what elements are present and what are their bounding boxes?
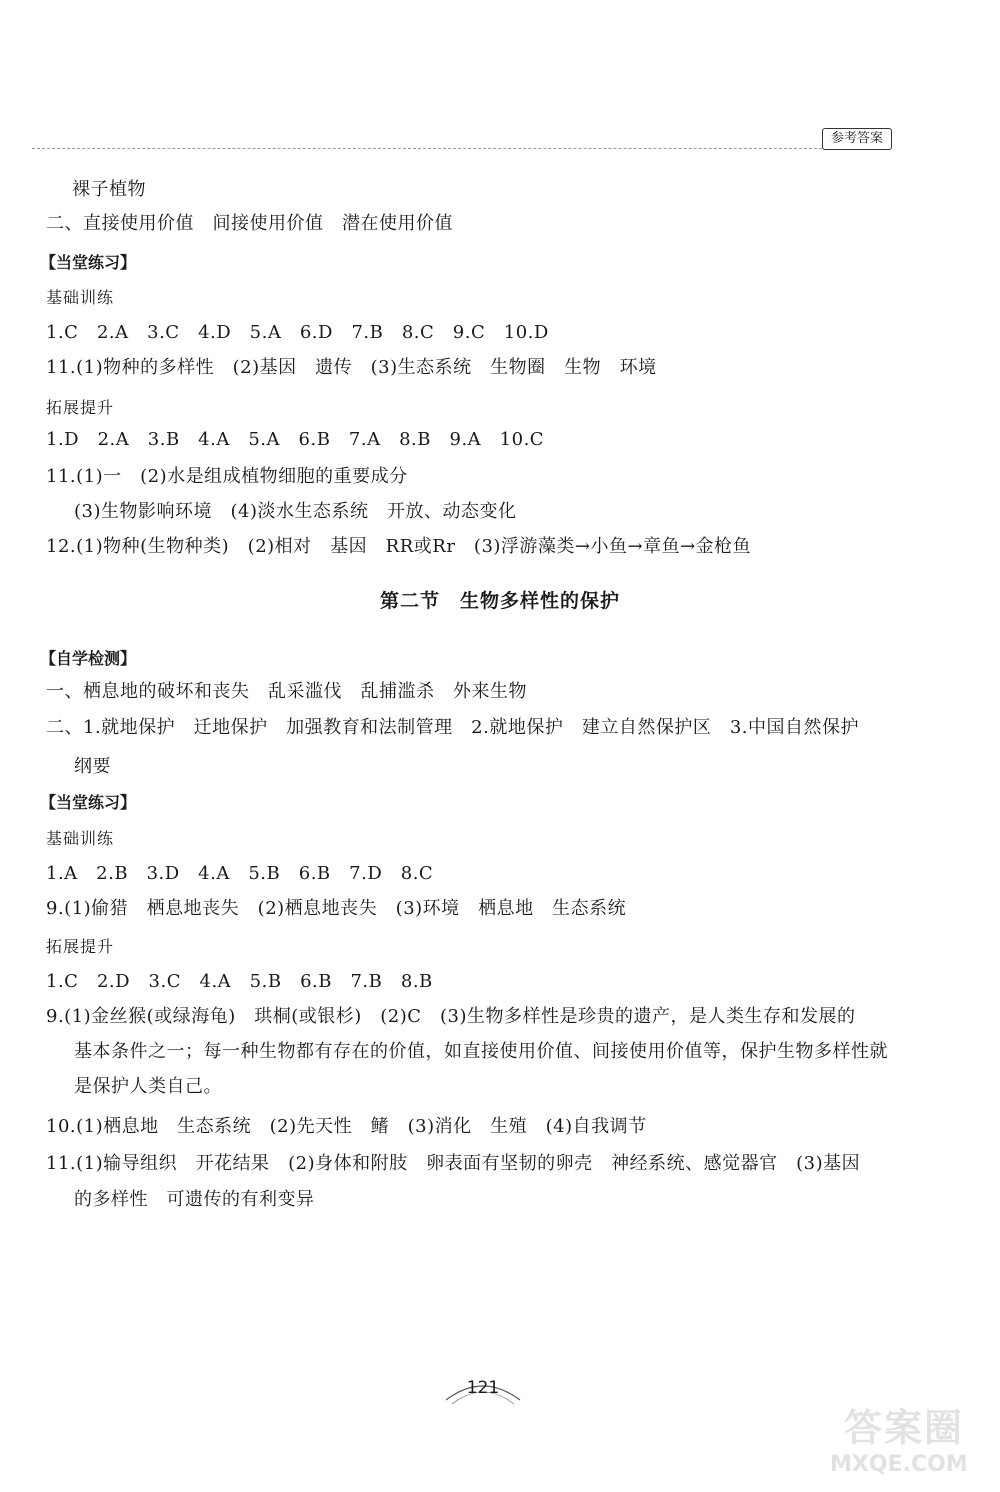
sublabel-basic-2: 基础训练: [46, 829, 115, 848]
answer-line: 1.A 2.B 3.D 4.A 5.B 6.B 7.D 8.C: [46, 863, 434, 884]
answer-line: 11.(1)一 (2)水是组成植物细胞的重要成分: [46, 466, 408, 487]
section-label-practice-1: 【当堂练习】: [40, 253, 137, 272]
header-rule: [32, 148, 822, 149]
sublabel-extension-2: 拓展提升: [46, 937, 115, 956]
answer-line: 的多样性 可遗传的有利变异: [74, 1189, 315, 1210]
answer-line: 1.C 2.D 3.C 4.A 5.B 6.B 7.B 8.B: [46, 971, 433, 992]
top-line-1: 裸子植物: [72, 179, 146, 200]
answer-line: 基本条件之一；每一种生物都有存在的价值，如直接使用价值、间接使用价值等，保护生物多样性就: [74, 1041, 888, 1062]
answer-line: 11.(1)物种的多样性 (2)基因 遗传 (3)生态系统 生物圈 生物 环境: [46, 357, 657, 378]
watermark-cn: 答案圈: [844, 1406, 965, 1450]
answer-line: 9.(1)金丝猴(或绿海龟) 珙桐(或银杉) (2)C (3)生物多样性是珍贵的遗产，是人类生存和发展的: [46, 1006, 856, 1027]
answer-line: 12.(1)物种(生物种类) (2)相对 基因 RR或Rr (3)浮游藻类→小鱼→章鱼→金枪鱼: [46, 536, 752, 557]
page-number: 121: [466, 1378, 500, 1398]
sublabel-basic-1: 基础训练: [46, 288, 115, 307]
section-label-practice-2: 【当堂练习】: [40, 793, 137, 812]
answer-line: 9.(1)偷猎 栖息地丧失 (2)栖息地丧失 (3)环境 栖息地 生态系统: [46, 898, 627, 919]
answer-line: 10.(1)栖息地 生态系统 (2)先天性 鳍 (3)消化 生殖 (4)自我调节: [46, 1116, 647, 1137]
answer-line: 一、栖息地的破坏和丧失 乱采滥伐 乱捕滥杀 外来生物: [46, 681, 527, 702]
section-title: 第二节 生物多样性的保护: [379, 590, 620, 612]
sublabel-extension-1: 拓展提升: [46, 398, 115, 417]
answer-line: 1.C 2.A 3.C 4.D 5.A 6.D 7.B 8.C 9.C 10.D: [46, 322, 549, 343]
answer-line: 是保护人类自己。: [74, 1076, 222, 1097]
answer-line: 1.D 2.A 3.B 4.A 5.A 6.B 7.A 8.B 9.A 10.C: [46, 429, 545, 450]
header-tag: 参考答案: [822, 128, 892, 150]
section-label-self-check: 【自学检测】: [40, 649, 137, 668]
answer-line: 纲要: [74, 756, 111, 777]
answer-line: 11.(1)输导组织 开花结果 (2)身体和附肢 卵表面有坚韧的卵壳 神经系统、感觉器官 (3)基因: [46, 1153, 861, 1174]
answer-line: (3)生物影响环境 (4)淡水生态系统 开放、动态变化: [74, 501, 517, 522]
watermark-en: MXQE.COM: [830, 1452, 968, 1477]
top-line-2: 二、直接使用价值 间接使用价值 潜在使用价值: [46, 213, 453, 234]
watermark-logo: [830, 1405, 990, 1485]
answer-line: 二、1.就地保护 迁地保护 加强教育和法制管理 2.就地保护 建立自然保护区 3.中国自然保护: [46, 717, 860, 738]
